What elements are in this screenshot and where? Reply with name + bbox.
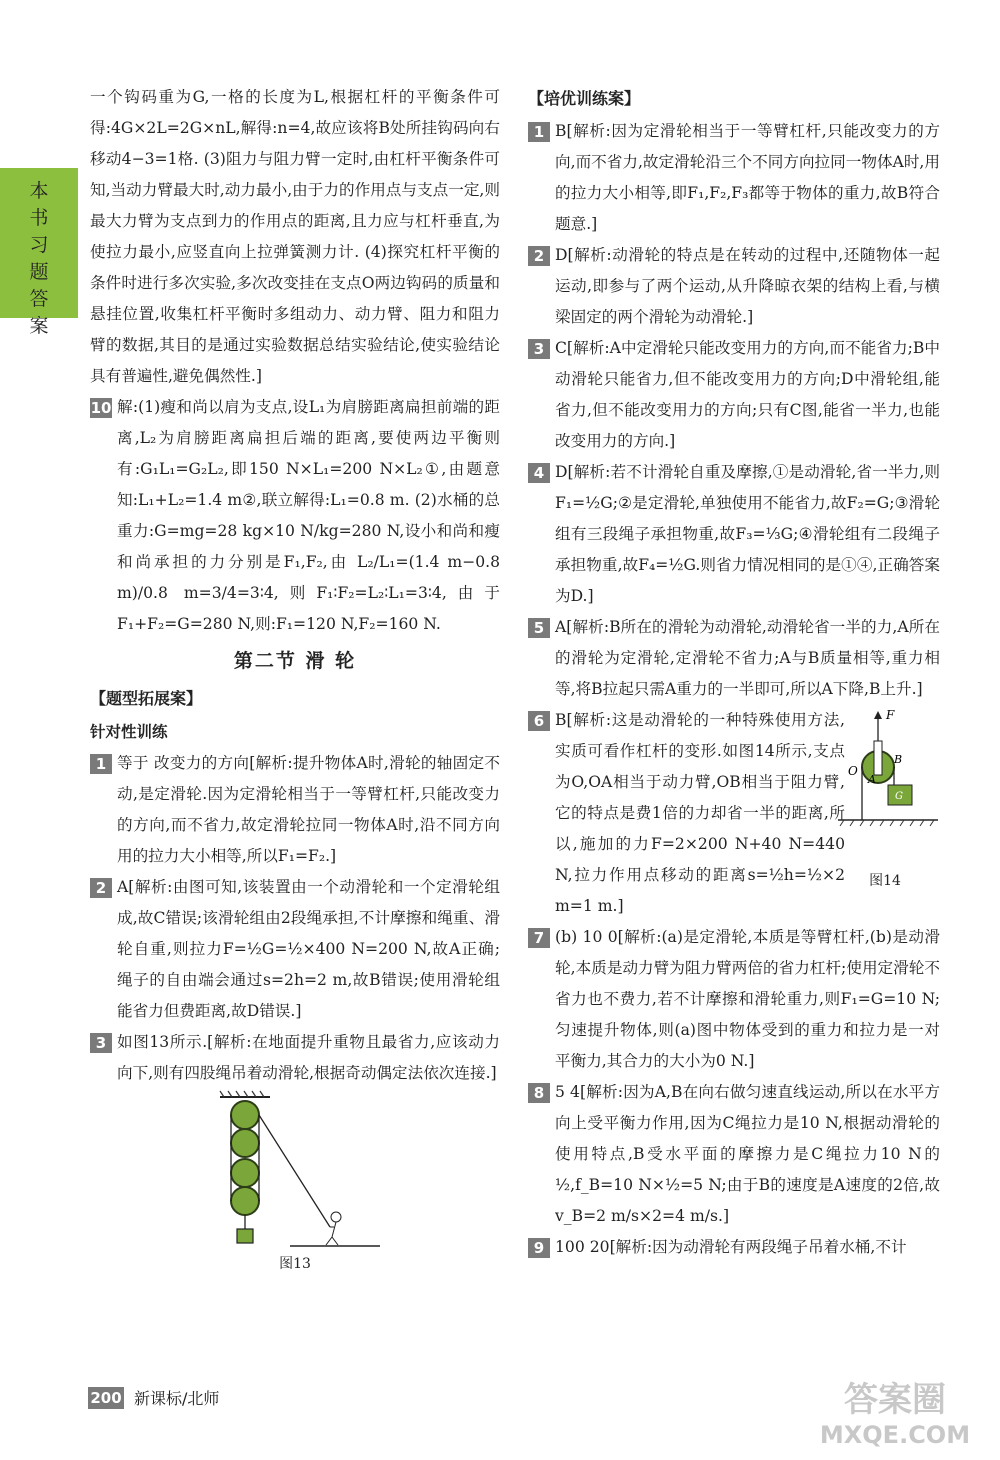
figure-14 <box>830 705 940 897</box>
point-a-label: A <box>868 773 876 786</box>
figure-14-caption: 图14 <box>869 873 901 889</box>
answer-item-10 <box>90 392 500 640</box>
answer-text: B[解析:因为定滑轮相当于一等臂杠杆,只能改变力的方向,而不省力,故定滑轮沿三个不同方向拉同一物体A时,用的拉力大小相等,即F₁,F₂,F₃都等于物体的重力,故B符合题意.] <box>555 122 940 233</box>
right-column <box>528 82 940 1263</box>
watermark-logo-text: 答案圈 <box>844 1380 946 1420</box>
answer-text: 解:(1)瘦和尚以肩为支点,设L₁为肩膀距离扁担前端的距离,L₂为肩膀距离扁担后端的距离,要使两边平衡则有:G₁L₁=G₂L₂,即150 N×L₁=200 N×L₂①,由题意知:L₁+L₂=1.4 m②,联立解得:L₁=0.8 m. (2)水桶的总重力:G=mg=28 kg×10 N/kg=280 N,设小和尚和瘦和尚承担的力分别是F₁,F₂,由 L₂/L₁=(1.4 m−0.8 m)/0.8 m=3/4=3∶4,则F₁∶F₂=L₂∶L₁=3∶4,由于F₁+F₂=G=280 N,则:F₁=120 N,F₂=160 N. <box>117 398 500 633</box>
item-number: 2 <box>528 246 550 266</box>
answer-item-4 <box>528 457 940 612</box>
answer-item-2 <box>528 240 940 333</box>
weight-label: G <box>895 791 903 802</box>
item-number: 6 <box>528 711 550 731</box>
answer-text: D[解析:若不计滑轮自重及摩擦,①是动滑轮,省一半力,则F₁=½G;②是定滑轮,单独使用不能省力,故F₂=G;③滑轮组有三段绳子承担物重,故F₃=⅓G;④滑轮组有二段绳子承担物重,故F₄=½G.则省力情况相同的是①④,正确答案为D.] <box>555 463 940 605</box>
pulley-figure-14 <box>830 705 940 855</box>
item-number: 3 <box>528 339 550 359</box>
answer-item-5 <box>528 612 940 705</box>
figure-13-caption: 图13 <box>279 1256 311 1272</box>
item-number: 9 <box>528 1238 550 1258</box>
answer-item-6 <box>528 705 845 922</box>
item-number: 4 <box>528 463 550 483</box>
item-number: 2 <box>90 878 112 898</box>
answer-item-8 <box>528 1077 940 1232</box>
item-number: 7 <box>528 928 550 948</box>
answer-item-9 <box>528 1232 940 1263</box>
answer-text: 100 20[解析:因为动滑轮有两段绳子吊着水桶,不计 <box>555 1238 907 1256</box>
item-6-block <box>528 705 940 922</box>
item-number: 1 <box>528 122 550 142</box>
section-title: 第二节 滑 轮 <box>233 650 357 672</box>
point-b-label: B <box>894 753 903 766</box>
answer-text: B[解析:这是动滑轮的一种特殊使用方法,实质可看作杠杆的变形.如图14所示,支点为O,OA相当于动力臂,OB相当于阻力臂,它的特点是费1倍的力却省一半的距离,所以,施加的力F=2×200 N+40 N=440 N,拉力作用点移动的距离s=½h=½×2 m=1 m.] <box>555 711 845 915</box>
answer-text: A[解析:B所在的滑轮为动滑轮,动滑轮省一半的力,A所在的滑轮为定滑轮,定滑轮不省力;A与B质量相等,重力相等,将B拉起只需A重力的一半即可,所以A下降,B上升.] <box>555 618 940 698</box>
series-name: 新课标/北师 <box>134 1389 220 1408</box>
item-number: 10 <box>90 399 112 417</box>
left-column <box>90 82 500 1280</box>
item-number: 3 <box>90 1033 112 1053</box>
page-number: 200 <box>88 1387 124 1409</box>
answer-item-1 <box>528 116 940 240</box>
answer-item-3 <box>528 333 940 457</box>
answer-item-7 <box>528 922 940 1077</box>
force-label: F <box>886 708 895 722</box>
section-bracket-title: 【题型拓展案】 <box>90 689 203 708</box>
answer-item-1 <box>90 748 500 872</box>
continued-answer: 一个钩码重为G,一格的长度为L,根据杠杆的平衡条件可得:4G×2L=2G×nL,解得:n=4,故应该将B处所挂钩码向右移动4−3=1格. (3)阻力与阻力臂一定时,由杠杆平衡条件可知,当动力臂最大时,动力最小,由于力的作用点与支点一定,则最大力臂为支点到力的作用点的距离,且力应与杠杆垂直,为使拉力最小,应竖直向上拉弹簧测力计. (4)探究杠杆平衡的条件时进行多次实验,多次改变挂在支点O两边钩码的质量和悬挂位置,收集杠杆平衡时多组动力、动力臂、阻力和阻力臂的数据,其目的是通过实验数据总结实验结论,使实验结论具有普遍性,避免偶然性.] <box>90 88 500 385</box>
side-tab-text: 本书习题答案 <box>29 180 49 337</box>
answer-text: (b) 10 0[解析:(a)是定滑轮,本质是等臂杠杆,(b)是动滑轮,本质是动力臂为阻力臂两倍的省力杠杆;使用定滑轮不省力也不费力,若不计摩擦和滑轮重力,则F₁=G=10 N;匀速提升物体,则(a)图中物体受到的重力和拉力是一对平衡力,其合力的大小为0 N.] <box>555 928 940 1070</box>
item-number: 1 <box>90 754 112 774</box>
pivot-label: O <box>848 764 858 778</box>
answer-text: A[解析:由图可知,该装置由一个动滑轮和一个定滑轮组成,故C错误;该滑轮组由2段绳承担,不计摩擦和绳重、滑轮自重,则拉力F=½G=½×400 N=200 N,故A正确;绳子的自由端会通过s=2h=2 m,故B错误;使用滑轮组能省力但费距离,故D错误.] <box>117 878 500 1020</box>
answer-item-2 <box>90 872 500 1027</box>
watermark <box>805 1380 985 1450</box>
answer-text: 5 4[解析:因为A,B在向右做匀速直线运动,所以在水平方向上受平衡力作用,因为C绳拉力是10 N,根据动滑轮的使用特点,B受水平面的摩擦力是C绳拉力10 N的½,f_B=10 N×½=5 N;由于B的速度是A速度的2倍,故v_B=2 m/s×2=4 m/s.] <box>555 1083 940 1225</box>
answer-text: D[解析:动滑轮的特点是在转动的过程中,还随物体一起运动,即参与了两个运动,从升降晾衣架的结构上看,与横梁固定的两个滑轮为动滑轮.] <box>555 246 940 326</box>
item-number: 5 <box>528 618 550 638</box>
section-bracket-title: 【培优训练案】 <box>528 89 641 108</box>
answer-text: 如图13所示.[解析:在地面提升重物且最省力,应该动力向下,则有四股绳吊着动滑轮,根据奇动偶定法依次连接.] <box>117 1033 500 1082</box>
answer-item-3 <box>90 1027 500 1089</box>
answer-text: 等于 改变力的方向[解析:提升物体A时,滑轮的轴固定不动,是定滑轮.因为定滑轮相当于一等臂杠杆,只能改变力的方向,而不省力,故定滑轮拉同一物体A时,沿不同方向用的拉力大小相等,所以F₁=F₂.] <box>117 754 500 865</box>
pulley-figure-13 <box>90 1089 500 1249</box>
item-number: 8 <box>528 1083 550 1103</box>
watermark-url: MXQE.COM <box>819 1421 971 1449</box>
answer-text: C[解析:A中定滑轮只能改变用力的方向,而不能省力;B中动滑轮只能省力,但不能改变用力的方向;D中滑轮组,能省力,但不能改变用力的方向;只有C图,能省一半力,也能改变用力的方向.] <box>555 339 940 450</box>
subsection-title: 针对性训练 <box>90 723 168 741</box>
